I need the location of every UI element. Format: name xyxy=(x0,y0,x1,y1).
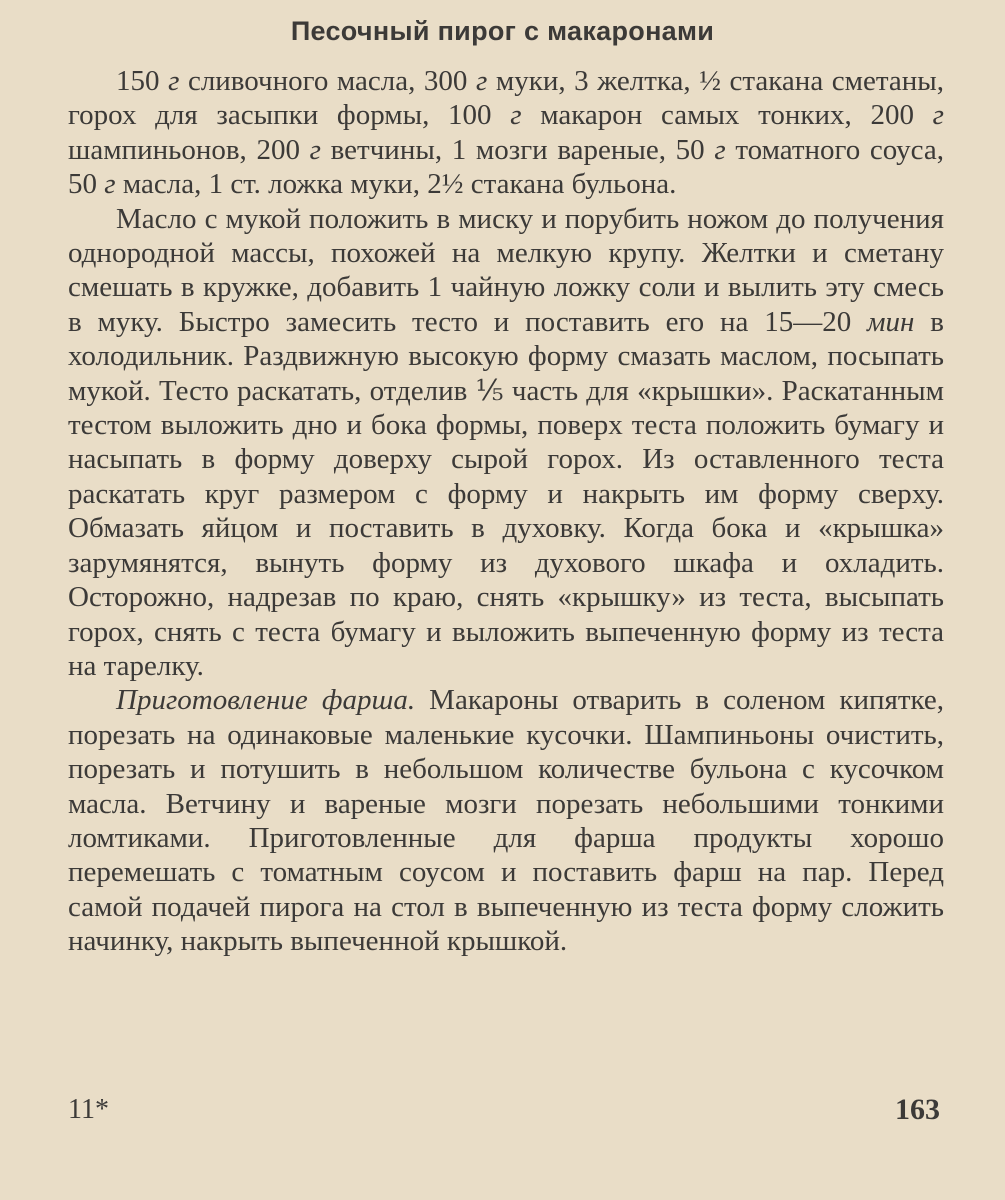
dough-text: в холодильник. Раздвижную высокую форму смазать маслом, посыпать мукой. Тесто раскатать, отделив ⅕ часть для «крышки». Раскатанным тестом выложить дно и бока формы, поверх теста положить бумагу и насыпать в форму доверху сырой горох. Из оставленного теста раскатать круг размером с форму и накрыть им форму сверху. Обмазать яйцом и поставить в духовку. Когда бока и «крышка» зарумянятся, вынуть форму из духового шкафа и охладить. Осторожно, надрезав по краю, снять «крышку» из теста, высыпать горох, снять с теста бумагу и выложить выпеченную форму из теста на тарелку. xyxy=(68,305,944,682)
filling-paragraph xyxy=(68,683,944,958)
ingredients-text: муки, 3 желтка, ½ стакана сметаны, горох для засыпки формы, 100 xyxy=(68,65,945,132)
ingredients-text: томатного соуса, 50 xyxy=(68,133,945,201)
unit-gram: г xyxy=(510,99,522,132)
ingredients-text: сливочного масла, 300 xyxy=(179,65,476,97)
ingredients-text: ветчины, 1 мозги вареные, 50 xyxy=(320,133,715,166)
recipe-title: Песочный пирог с макаронами xyxy=(290,16,715,46)
unit-gram: г xyxy=(932,99,944,132)
filling-text: Макароны отварить в соленом кипятке, порезать на одинаковые маленькие кусочки. Шампиньоны очистить, порезать и потушить в небольшом количестве бульона с кусочком масла. Ветчину и вареные мозги порезать небольшими тонкими ломтиками. Приготовленные для фарша продукты хорошо перемешать с томатным соусом и поставить фарш на пар. Перед самой подачей пирога на стол в выпеченную из теста форму сложить начинку, накрыть выпеченной крышкой. xyxy=(68,684,944,958)
ingredients-text: 150 xyxy=(116,65,169,97)
ingredients-text: масла, 1 ст. ложка муки, 2½ стакана бульона. xyxy=(115,168,677,201)
recipe-body xyxy=(68,64,944,959)
unit-gram: г xyxy=(309,133,321,166)
dough-text: Масло с мукой положить в миску и порубить ножом до получения однородной массы, похожей на мелкую крупу. Желтки и сметану смешать в кружке, добавить 1 чайную ложку соли и вылить эту смесь в муку. Быстро замесить тесто и поставить его на 15—20 xyxy=(68,202,944,338)
unit-gram: г xyxy=(476,65,488,97)
page-footer xyxy=(68,1092,940,1132)
dough-paragraph xyxy=(68,202,944,684)
page-number: 163 xyxy=(895,1093,940,1126)
filling-heading: Приготовление фарша. xyxy=(116,684,416,717)
unit-gram: г xyxy=(714,133,726,166)
ingredients-text: макарон самых тонких, 200 xyxy=(521,99,933,132)
ingredients-paragraph xyxy=(68,64,944,202)
unit-gram: г xyxy=(104,168,116,201)
ingredients-text: шампиньонов, 200 xyxy=(68,133,310,166)
unit-minutes: мин xyxy=(867,305,915,338)
unit-gram: г xyxy=(168,65,180,97)
signature-mark: 11* xyxy=(68,1094,109,1125)
